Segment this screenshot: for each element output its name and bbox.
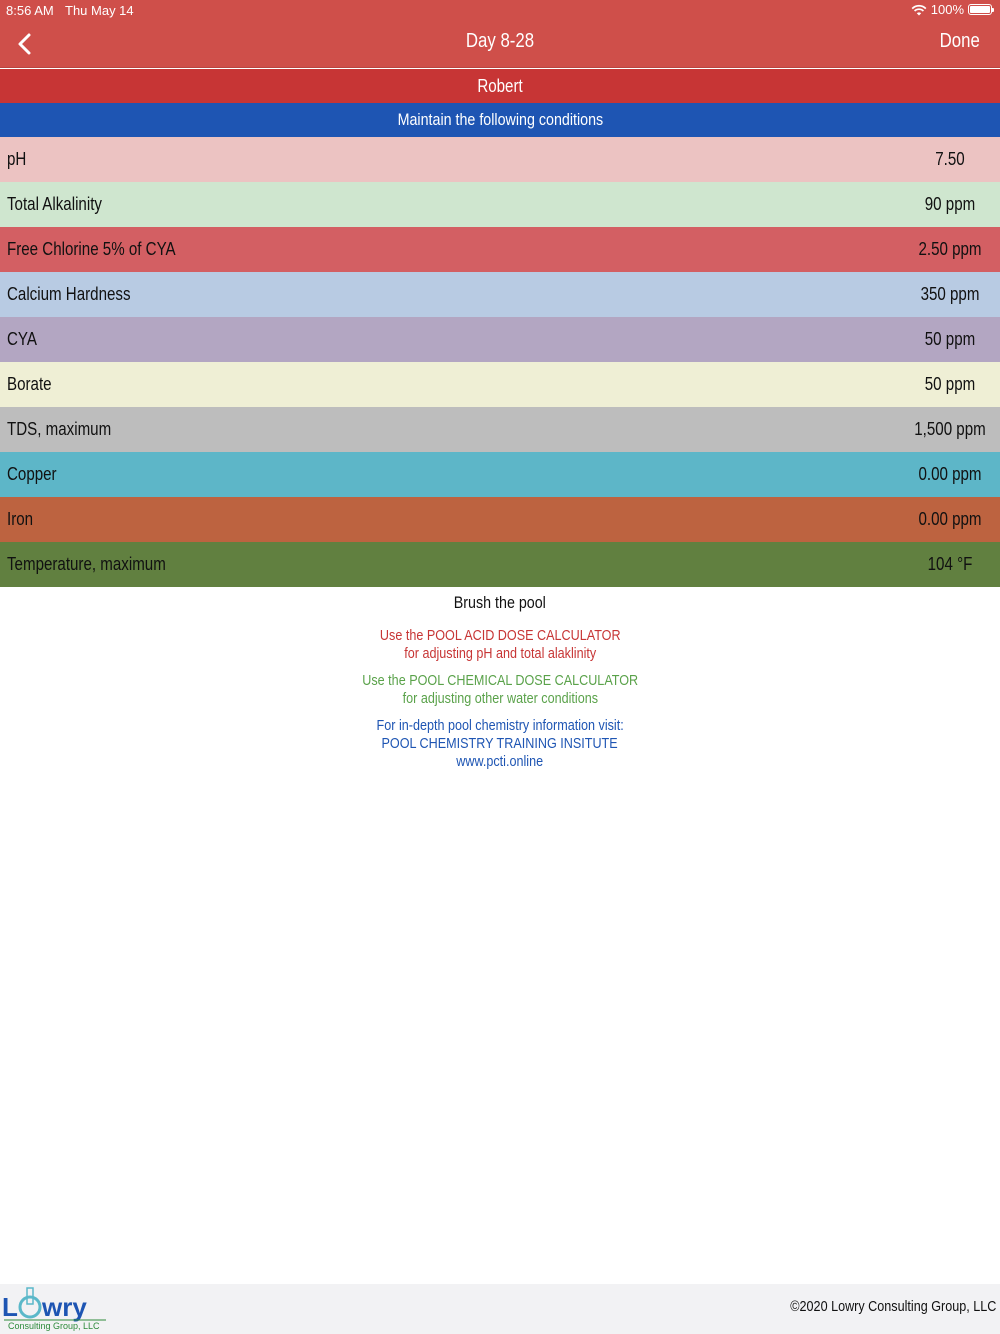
done-button[interactable]: Done bbox=[939, 30, 980, 52]
battery-icon bbox=[968, 4, 992, 15]
chevron-left-icon bbox=[16, 32, 32, 56]
status-date: Thu May 14 bbox=[65, 3, 134, 18]
condition-value: 50 ppm bbox=[924, 374, 976, 394]
condition-row bbox=[0, 452, 1000, 497]
conditions-table bbox=[0, 137, 1000, 587]
section-header bbox=[0, 103, 1000, 137]
acid-calculator-link[interactable]: Use the POOL ACID DOSE CALCULATOR bbox=[379, 627, 621, 644]
customer-name: Robert bbox=[477, 76, 523, 96]
condition-value: 350 ppm bbox=[920, 284, 980, 304]
nav-bar bbox=[0, 20, 1000, 68]
condition-row bbox=[0, 407, 1000, 452]
condition-label: Total Alkalinity bbox=[7, 194, 102, 214]
brush-instruction: Brush the pool bbox=[453, 593, 547, 612]
condition-label: Copper bbox=[7, 464, 57, 484]
pcti-name-link[interactable]: POOL CHEMISTRY TRAINING INSITUTE bbox=[381, 735, 619, 752]
condition-label: TDS, maximum bbox=[7, 419, 112, 439]
wifi-icon bbox=[911, 4, 927, 16]
condition-row bbox=[0, 362, 1000, 407]
copyright-text: ©2020 Lowry Consulting Group, LLC bbox=[789, 1298, 996, 1315]
footer bbox=[0, 1284, 1000, 1334]
condition-value: 0.00 ppm bbox=[918, 464, 982, 484]
customer-name-bar bbox=[0, 69, 1000, 103]
condition-row bbox=[0, 137, 1000, 182]
condition-value: 50 ppm bbox=[924, 329, 976, 349]
status-bar bbox=[0, 0, 1000, 20]
condition-label: Temperature, maximum bbox=[7, 554, 166, 574]
back-button[interactable] bbox=[8, 28, 40, 60]
condition-value: 2.50 ppm bbox=[918, 239, 982, 259]
chemical-calculator-subtext: for adjusting other water conditions bbox=[402, 690, 598, 707]
status-time: 8:56 AM bbox=[6, 3, 54, 18]
nav-title: Day 8-28 bbox=[465, 30, 535, 52]
pcti-url-link[interactable]: www.pcti.online bbox=[456, 753, 544, 770]
condition-row bbox=[0, 227, 1000, 272]
pcti-intro: For in-depth pool chemistry information visit: bbox=[376, 717, 624, 734]
condition-label: Borate bbox=[7, 374, 52, 394]
status-right bbox=[911, 2, 992, 17]
condition-row bbox=[0, 272, 1000, 317]
svg-text:Consulting Group, LLC: Consulting Group, LLC bbox=[8, 1321, 100, 1331]
svg-text:L: L bbox=[2, 1292, 18, 1322]
condition-label: Iron bbox=[7, 509, 34, 529]
company-logo bbox=[2, 1286, 122, 1332]
condition-label: Calcium Hardness bbox=[7, 284, 131, 304]
condition-label: CYA bbox=[7, 329, 37, 349]
section-title: Maintain the following conditions bbox=[397, 110, 603, 129]
battery-percent: 100% bbox=[930, 2, 964, 17]
condition-row bbox=[0, 542, 1000, 587]
condition-row bbox=[0, 497, 1000, 542]
condition-row bbox=[0, 317, 1000, 362]
condition-label: Free Chlorine 5% of CYA bbox=[7, 239, 176, 259]
condition-value: 90 ppm bbox=[924, 194, 976, 214]
condition-row bbox=[0, 182, 1000, 227]
condition-value: 104 °F bbox=[927, 554, 973, 574]
condition-value: 0.00 ppm bbox=[918, 509, 982, 529]
condition-value: 7.50 bbox=[935, 149, 965, 169]
svg-text:wry: wry bbox=[42, 1292, 87, 1322]
chemical-calculator-link[interactable]: Use the POOL CHEMICAL DOSE CALCULATOR bbox=[362, 672, 638, 689]
info-section bbox=[0, 586, 1000, 771]
acid-calculator-subtext: for adjusting pH and total alaklinity bbox=[404, 645, 596, 662]
condition-label: pH bbox=[7, 149, 27, 169]
condition-value: 1,500 ppm bbox=[914, 419, 986, 439]
